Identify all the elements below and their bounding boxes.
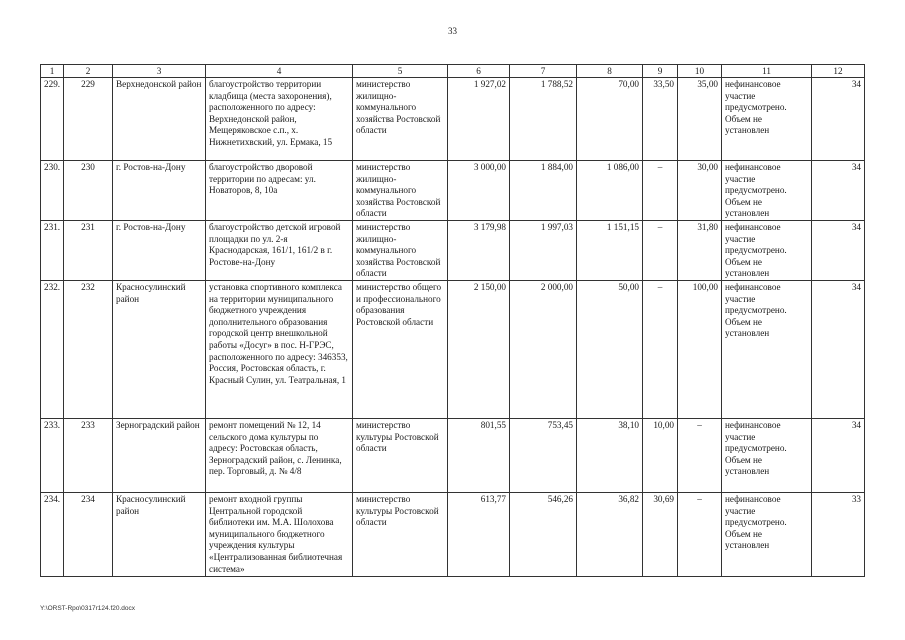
column-header: 12 xyxy=(812,65,865,78)
amount-c10-cell: 31,80 xyxy=(678,220,722,280)
table-row xyxy=(41,418,865,492)
description-cell: благоустройство дворовой территории по адресам: ул. Новаторов, 8, 10а xyxy=(206,161,353,221)
description-cell: благоустройство детской игровой площадки по ул. 2-я Краснодарская, 161/1, 161/2 в г. Ростове-на-Дону xyxy=(206,220,353,280)
ministry-cell: министерство культуры Ростовской области xyxy=(353,418,448,492)
amount-local-cell: 1 151,15 xyxy=(577,220,643,280)
participation-cell: нефинансовое участие предусмотрено. Объем не установлен xyxy=(722,78,812,161)
amount-c10-cell: – xyxy=(678,418,722,492)
row-number: 234. xyxy=(41,492,64,576)
page-number: 33 xyxy=(448,26,457,36)
participation-cell: нефинансовое участие предусмотрено. Объем не установлен xyxy=(722,161,812,221)
column-header: 9 xyxy=(643,65,678,78)
table-header-row xyxy=(41,65,865,78)
row-index: 230 xyxy=(64,161,113,221)
table-body xyxy=(41,78,865,577)
ministry-cell: министерство жилищно-коммунального хозяйства Ростовской области xyxy=(353,161,448,221)
amount-regional-cell: 546,26 xyxy=(510,492,577,576)
code-cell: 34 xyxy=(812,161,865,221)
participation-cell: нефинансовое участие предусмотрено. Объем не установлен xyxy=(722,492,812,576)
amount-c9-cell: 30,69 xyxy=(643,492,678,576)
column-header: 7 xyxy=(510,65,577,78)
amount-total-cell: 1 927,02 xyxy=(448,78,510,161)
code-cell: 33 xyxy=(812,492,865,576)
column-header: 8 xyxy=(577,65,643,78)
row-index: 233 xyxy=(64,418,113,492)
description-cell: благоустройство территории кладбища (места захоронения), расположенного по адресу: Верхнедонской район, Мещеряковское с.п., х. Нижнетихвский, ул. Ермака, 15 xyxy=(206,78,353,161)
amount-c9-cell: – xyxy=(643,220,678,280)
row-number: 230. xyxy=(41,161,64,221)
row-number: 229. xyxy=(41,78,64,161)
description-cell: ремонт входной группы Центральной городской библиотеки им. М.А. Шолохова муниципального бюджетного учреждения культуры «Централизованная библиотечная система» xyxy=(206,492,353,576)
row-number: 233. xyxy=(41,418,64,492)
column-header: 11 xyxy=(722,65,812,78)
amount-c10-cell: 35,00 xyxy=(678,78,722,161)
table-row xyxy=(41,78,865,161)
code-cell: 34 xyxy=(812,418,865,492)
amount-c10-cell: 100,00 xyxy=(678,280,722,418)
participation-cell: нефинансовое участие предусмотрено. Объем не установлен xyxy=(722,280,812,418)
amount-total-cell: 3 000,00 xyxy=(448,161,510,221)
district-cell: г. Ростов-на-Дону xyxy=(113,220,206,280)
amount-regional-cell: 2 000,00 xyxy=(510,280,577,418)
amount-local-cell: 70,00 xyxy=(577,78,643,161)
district-cell: Верхнедонской район xyxy=(113,78,206,161)
column-header: 5 xyxy=(353,65,448,78)
description-cell: ремонт помещений № 12, 14 сельского дома культуры по адресу: Ростовская область, Зерноградский район, с. Ленинка, пер. Торговый, д. № 4/8 xyxy=(206,418,353,492)
row-index: 231 xyxy=(64,220,113,280)
participation-cell: нефинансовое участие предусмотрено. Объем не установлен xyxy=(722,220,812,280)
amount-local-cell: 36,82 xyxy=(577,492,643,576)
amount-c9-cell: 33,50 xyxy=(643,78,678,161)
amount-local-cell: 38,10 xyxy=(577,418,643,492)
ministry-cell: министерство культуры Ростовской области xyxy=(353,492,448,576)
amount-regional-cell: 1 884,00 xyxy=(510,161,577,221)
district-cell: Красносулинский район xyxy=(113,492,206,576)
amount-total-cell: 3 179,98 xyxy=(448,220,510,280)
description-cell: установка спортивного комплекса на территории муниципального бюджетного учреждения дополнительного образования городской центр внешкольной работы «Досуг» в пос. Н-ГРЭС, расположенного по адресу: 346353, Россия, Ростовская область, г. Красный Сулин, ул. Театральная, 1 xyxy=(206,280,353,418)
ministry-cell: министерство общего и профессионального образования Ростовской области xyxy=(353,280,448,418)
column-header: 10 xyxy=(678,65,722,78)
district-cell: Зерноградский район xyxy=(113,418,206,492)
amount-local-cell: 50,00 xyxy=(577,280,643,418)
code-cell: 34 xyxy=(812,220,865,280)
amount-c9-cell: 10,00 xyxy=(643,418,678,492)
amount-c9-cell: – xyxy=(643,161,678,221)
amount-regional-cell: 753,45 xyxy=(510,418,577,492)
amount-c9-cell: – xyxy=(643,280,678,418)
table-row xyxy=(41,161,865,221)
column-header: 6 xyxy=(448,65,510,78)
code-cell: 34 xyxy=(812,280,865,418)
table-row xyxy=(41,280,865,418)
amount-total-cell: 2 150,00 xyxy=(448,280,510,418)
participation-cell: нефинансовое участие предусмотрено. Объем не установлен xyxy=(722,418,812,492)
row-number: 232. xyxy=(41,280,64,418)
column-header: 4 xyxy=(206,65,353,78)
projects-table xyxy=(40,64,865,577)
district-cell: г. Ростов-на-Дону xyxy=(113,161,206,221)
amount-local-cell: 1 086,00 xyxy=(577,161,643,221)
column-header: 2 xyxy=(64,65,113,78)
amount-c10-cell: – xyxy=(678,492,722,576)
ministry-cell: министерство жилищно-коммунального хозяйства Ростовской области xyxy=(353,220,448,280)
column-header: 1 xyxy=(41,65,64,78)
ministry-cell: министерство жилищно-коммунального хозяйства Ростовской области xyxy=(353,78,448,161)
file-path: Y:\ORST-Rpo\0317r124.f20.docx xyxy=(40,605,136,612)
row-number: 231. xyxy=(41,220,64,280)
district-cell: Красносулинский район xyxy=(113,280,206,418)
row-index: 229 xyxy=(64,78,113,161)
amount-regional-cell: 1 997,03 xyxy=(510,220,577,280)
table-row xyxy=(41,492,865,576)
row-index: 232 xyxy=(64,280,113,418)
amount-regional-cell: 1 788,52 xyxy=(510,78,577,161)
amount-c10-cell: 30,00 xyxy=(678,161,722,221)
column-header: 3 xyxy=(113,65,206,78)
code-cell: 34 xyxy=(812,78,865,161)
table-row xyxy=(41,220,865,280)
amount-total-cell: 801,55 xyxy=(448,418,510,492)
row-index: 234 xyxy=(64,492,113,576)
amount-total-cell: 613,77 xyxy=(448,492,510,576)
